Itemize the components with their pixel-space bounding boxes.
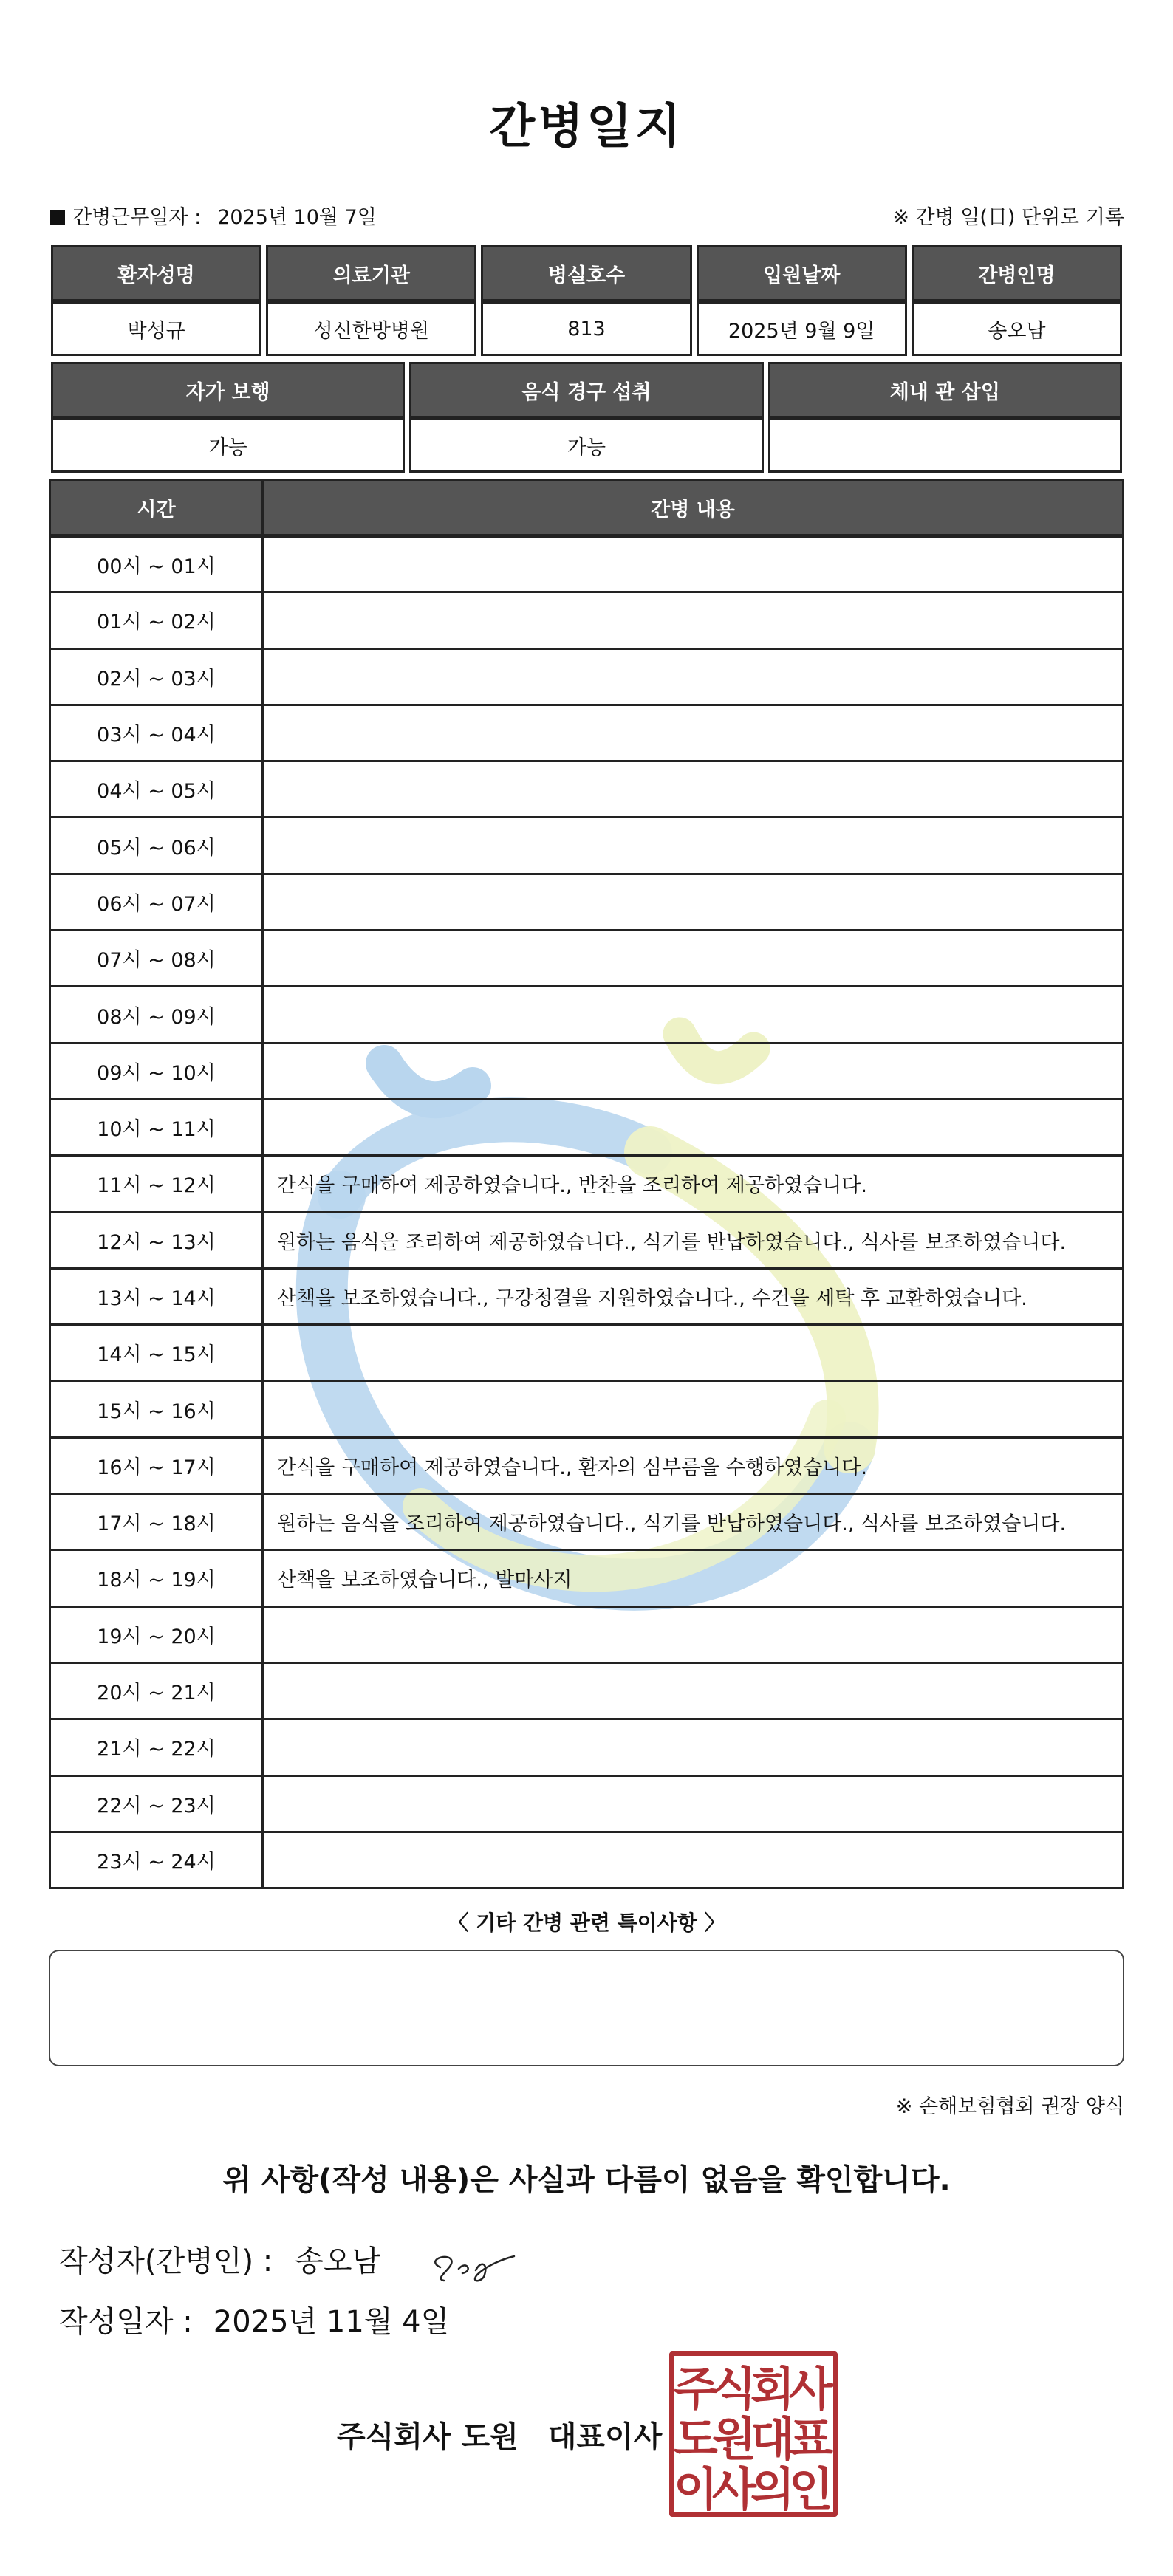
svg-text:인: 인 (789, 2462, 833, 2512)
content-cell: 산책을 보조하였습니다., 발마사지 (263, 1550, 1124, 1606)
work-date (50, 201, 377, 230)
seal-stamp-icon (674, 2356, 833, 2512)
time-cell: 23시 ~ 24시 (50, 1832, 263, 1888)
content-cell (263, 818, 1124, 874)
write-date-row (59, 2298, 449, 2340)
table-row (50, 1043, 1124, 1099)
header-hospital: 의료기관 (266, 245, 476, 301)
content-cell (263, 1381, 1124, 1437)
care-log-table (49, 479, 1124, 1889)
remarks-title: 〈 기타 간병 관련 특이사항 〉 (448, 1911, 725, 1935)
work-info-row (50, 201, 1124, 230)
table-row (50, 1662, 1124, 1719)
header-oral-intake: 음식 경구 섭취 (409, 362, 763, 418)
svg-text:대: 대 (750, 2412, 795, 2466)
hospital-name: 성신한방병원 (266, 301, 476, 356)
company-seal (669, 2351, 838, 2517)
time-cell: 15시 ~ 16시 (50, 1381, 263, 1437)
remarks-box (49, 1950, 1124, 2066)
table-row (50, 648, 1124, 705)
oral-intake-value: 가능 (409, 418, 763, 473)
company-name: 주식회사 도원 (337, 2420, 519, 2454)
time-cell: 18시 ~ 19시 (50, 1550, 263, 1606)
write-date-label: 작성일자 : (59, 2305, 193, 2339)
time-cell: 02시 ~ 03시 (50, 648, 263, 705)
table-row (50, 818, 1124, 874)
content-cell: 원하는 음식을 조리하여 제공하였습니다., 식기를 반납하였습니다., 식사를 보조하였습니다. (263, 1212, 1124, 1268)
content-cell: 산책을 보조하였습니다., 구강청결을 지원하였습니다., 수건을 세탁 후 교환하였습니다. (263, 1268, 1124, 1324)
square-bullet-icon (50, 210, 65, 225)
svg-text:원: 원 (712, 2412, 756, 2466)
table-row (50, 705, 1124, 761)
content-cell (263, 705, 1124, 761)
time-cell: 03시 ~ 04시 (50, 705, 263, 761)
writer-row (59, 2238, 380, 2280)
svg-text:의: 의 (750, 2462, 795, 2512)
time-cell: 07시 ~ 08시 (50, 931, 263, 987)
table-row (50, 592, 1124, 648)
table-row (50, 1550, 1124, 1606)
company-representative: 대표이사 (547, 2420, 663, 2454)
confirmation-statement: 위 사항(작성 내용)은 사실과 다름이 없음을 확인합니다. (222, 2163, 951, 2197)
content-cell (263, 1099, 1124, 1155)
content-cell (263, 1043, 1124, 1099)
header-room-number: 병실호수 (481, 245, 691, 301)
signature-image (425, 2238, 521, 2289)
time-cell: 05시 ~ 06시 (50, 818, 263, 874)
caregiver-name: 송오남 (912, 301, 1122, 356)
writer-label: 작성자(간병인) : (59, 2244, 273, 2278)
admission-date: 2025년 9월 9일 (697, 301, 907, 356)
time-cell: 09시 ~ 10시 (50, 1043, 263, 1099)
header-patient-name: 환자성명 (51, 245, 261, 301)
table-row (50, 1437, 1124, 1493)
table-row (50, 1099, 1124, 1155)
time-cell: 17시 ~ 18시 (50, 1494, 263, 1550)
content-cell (263, 931, 1124, 987)
table-row (50, 931, 1124, 987)
time-cell: 21시 ~ 22시 (50, 1719, 263, 1775)
content-cell (263, 1775, 1124, 1832)
room-number: 813 (481, 301, 691, 356)
patient-info-table (47, 245, 1126, 356)
time-cell: 16시 ~ 17시 (50, 1437, 263, 1493)
table-row (50, 1212, 1124, 1268)
table-row (50, 1719, 1124, 1775)
time-cell: 19시 ~ 20시 (50, 1606, 263, 1662)
time-cell: 13시 ~ 14시 (50, 1268, 263, 1324)
header-self-walking: 자가 보행 (51, 362, 405, 418)
content-cell (263, 648, 1124, 705)
content-cell (263, 987, 1124, 1043)
header-tube-insertion: 체내 관 삽입 (768, 362, 1122, 418)
svg-text:식: 식 (712, 2362, 756, 2416)
self-walking-value: 가능 (51, 418, 405, 473)
table-row (50, 761, 1124, 818)
tube-insertion-value (768, 418, 1122, 473)
content-cell (263, 874, 1124, 930)
table-row (50, 1775, 1124, 1832)
table-row (50, 1268, 1124, 1324)
time-cell: 08시 ~ 09시 (50, 987, 263, 1043)
svg-text:회: 회 (750, 2362, 795, 2416)
time-cell: 22시 ~ 23시 (50, 1775, 263, 1832)
company-line (337, 2414, 662, 2456)
time-cell: 20시 ~ 21시 (50, 1662, 263, 1719)
table-row (50, 1494, 1124, 1550)
table-row (50, 1381, 1124, 1437)
time-cell: 06시 ~ 07시 (50, 874, 263, 930)
write-date-value: 2025년 11월 4일 (213, 2305, 450, 2339)
table-row (50, 874, 1124, 930)
table-row (50, 1156, 1124, 1212)
daily-record-note: ※ 간병 일(日) 단위로 기록 (892, 206, 1124, 229)
header-time: 시간 (50, 480, 263, 536)
svg-text:사: 사 (712, 2462, 756, 2512)
content-cell (263, 1325, 1124, 1381)
table-row (50, 536, 1124, 592)
time-cell: 01시 ~ 02시 (50, 592, 263, 648)
time-cell: 10시 ~ 11시 (50, 1099, 263, 1155)
content-cell (263, 1606, 1124, 1662)
table-row (50, 987, 1124, 1043)
patient-name: 박성규 (51, 301, 261, 356)
svg-text:표: 표 (789, 2412, 833, 2466)
time-cell: 12시 ~ 13시 (50, 1212, 263, 1268)
header-caregiver-name: 간병인명 (912, 245, 1122, 301)
svg-text:이: 이 (674, 2462, 718, 2512)
content-cell: 간식을 구매하여 제공하였습니다., 환자의 심부름을 수행하였습니다. (263, 1437, 1124, 1493)
content-cell (263, 1662, 1124, 1719)
content-cell (263, 1719, 1124, 1775)
content-cell: 원하는 음식을 조리하여 제공하였습니다., 식기를 반납하였습니다., 식사를 보조하였습니다. (263, 1494, 1124, 1550)
svg-text:도: 도 (674, 2412, 718, 2466)
table-row (50, 1325, 1124, 1381)
time-cell: 04시 ~ 05시 (50, 761, 263, 818)
table-row (50, 1832, 1124, 1888)
content-cell (263, 1832, 1124, 1888)
content-cell (263, 592, 1124, 648)
work-date-value: 2025년 10월 7일 (217, 206, 377, 229)
svg-text:주: 주 (674, 2362, 718, 2416)
header-admission-date: 입원날짜 (697, 245, 907, 301)
time-cell: 14시 ~ 15시 (50, 1325, 263, 1381)
content-cell (263, 761, 1124, 818)
page-title: 간병일지 (489, 100, 684, 154)
time-cell: 00시 ~ 01시 (50, 536, 263, 592)
header-care-content: 간병 내용 (263, 480, 1124, 536)
table-row (50, 1606, 1124, 1662)
content-cell (263, 536, 1124, 592)
writer-name: 송오남 (295, 2244, 381, 2278)
svg-text:사: 사 (789, 2362, 833, 2416)
form-source-note: ※ 손해보험협회 권장 양식 (895, 2095, 1124, 2118)
content-cell: 간식을 구매하여 제공하였습니다., 반찬을 조리하여 제공하였습니다. (263, 1156, 1124, 1212)
patient-status-table (47, 362, 1126, 473)
time-cell: 11시 ~ 12시 (50, 1156, 263, 1212)
work-date-label: 간병근무일자 : (72, 206, 202, 229)
